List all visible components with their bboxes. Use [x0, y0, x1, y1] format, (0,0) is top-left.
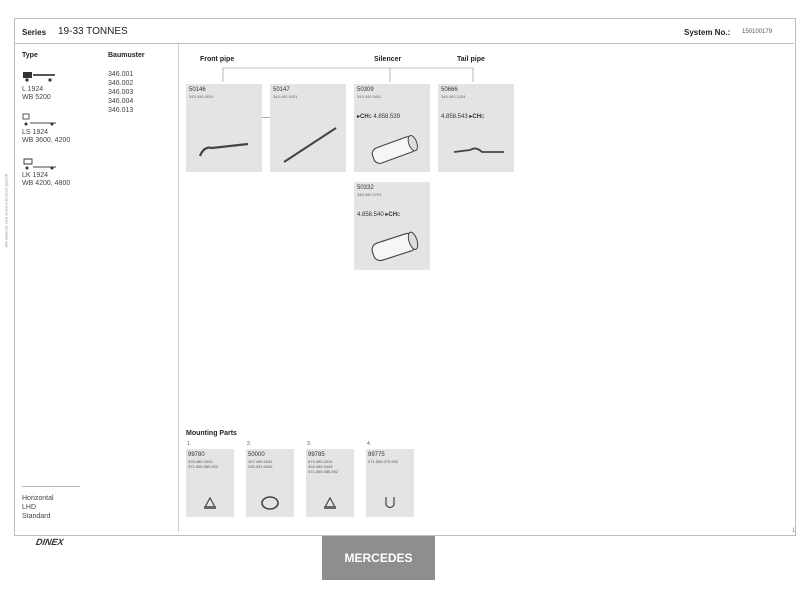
front-pipe-icon [196, 136, 256, 162]
part-oem-list: 307.490.0041 335.491.0046 [248, 459, 273, 469]
part-code: 99785 [308, 452, 325, 458]
type-3-line1: LK 1924 [22, 172, 49, 179]
part-code: 50332 [357, 185, 374, 191]
part-50146[interactable] [186, 84, 262, 172]
part-ref: 4.858.540 ▸CHc [357, 212, 401, 218]
system-value: 150100179 [742, 29, 773, 35]
silencer-heading: Silencer [374, 56, 402, 63]
baumuster-item: 346.013 [108, 107, 134, 114]
legend-lhd: LHD [22, 504, 37, 511]
legend-standard: Standard [22, 513, 51, 520]
part-oem: 343.490.0401 [357, 94, 382, 99]
mounting-number: 4. [367, 441, 372, 447]
header-divider [14, 43, 794, 44]
band-clamp-icon [259, 493, 281, 513]
type-2-line2: WB 3600, 4200 [22, 137, 71, 144]
part-code: 50146 [189, 87, 206, 93]
part-ref: ▸CHc 4.858.539 [357, 114, 401, 120]
silencer-icon [364, 132, 424, 168]
legend [22, 494, 54, 521]
clamp-icon [202, 495, 218, 511]
part-code: 99780 [188, 452, 205, 458]
system-label: System No.: [684, 28, 731, 37]
type-3-line2: WB 4200, 4800 [22, 180, 71, 187]
mounting-part-99775[interactable] [366, 449, 414, 517]
part-code: 99775 [368, 452, 385, 458]
type-heading: Type [22, 52, 38, 59]
part-oem: 346.490.0701 [357, 192, 382, 197]
baumuster-item: 346.002 [108, 80, 134, 87]
u-bolt-icon [382, 495, 398, 511]
truck-tractor-icon [22, 113, 58, 127]
baumuster-item: 346.001 [108, 71, 134, 78]
column-divider [178, 44, 179, 532]
baumuster-heading: Baumuster [108, 52, 145, 59]
type-1-line2: WB 5200 [22, 94, 51, 101]
part-50666[interactable] [438, 84, 514, 172]
part-oem: 343.492.1001 [273, 94, 298, 99]
clamp-icon [322, 495, 338, 511]
intermediate-pipe-icon [276, 122, 342, 166]
baumuster-item: 346.004 [108, 98, 134, 105]
tail-pipe-icon [450, 142, 510, 160]
series-label: Series [22, 28, 47, 37]
legend-divider [22, 486, 80, 487]
part-50332[interactable] [354, 182, 430, 270]
legend-horizontal: Horizontal [22, 495, 54, 502]
mounting-parts-title: Mounting Parts [186, 430, 237, 437]
part-code: 50147 [273, 87, 290, 93]
mounting-number: 3. [307, 441, 312, 447]
mounting-part-50000[interactable] [246, 449, 294, 517]
page-number: 1 [792, 528, 796, 534]
part-oem: 346.493.1204 [441, 94, 466, 99]
part-oem-list: 303.460.0343 071.505.080.502 [188, 459, 219, 469]
part-code: 50309 [357, 87, 374, 93]
part-code: 50666 [441, 87, 458, 93]
part-50147[interactable] [270, 84, 346, 172]
connector [262, 117, 270, 118]
tipper-truck-icon [22, 157, 58, 171]
brand-label: MERCEDES [322, 536, 435, 580]
part-oem-list: 674.490.2010 303.460.0443 071.555.085.502 [308, 459, 339, 474]
type-1-line1: L 1924 [22, 86, 44, 93]
part-ref: 4.858.543 ▸CHc [441, 114, 485, 120]
mounting-part-99785[interactable] [306, 449, 354, 517]
part-oem: 343.490.0519 [189, 94, 214, 99]
dinex-logo: DINEX [35, 537, 65, 547]
silencer-icon [364, 228, 424, 266]
part-50309[interactable] [354, 84, 430, 172]
mounting-part-99780[interactable] [186, 449, 234, 517]
baumuster-item: 346.003 [108, 89, 134, 96]
part-oem-list: 071.555.075.502 [368, 459, 399, 464]
type-2-line1: LS 1924 [22, 129, 49, 136]
front-pipe-heading: Front pipe [200, 56, 235, 63]
truck-icon [22, 71, 58, 83]
group-bracket [180, 64, 520, 84]
mounting-number: 2. [247, 441, 252, 447]
mounting-number: 1. [187, 441, 192, 447]
series-value: 19-33 TONNES [58, 26, 128, 37]
part-code: 50000 [248, 452, 265, 458]
tail-pipe-heading: Tail pipe [457, 56, 485, 63]
side-note: Alle Bauteile sind anhand Eurosol geprüft. [3, 173, 9, 248]
